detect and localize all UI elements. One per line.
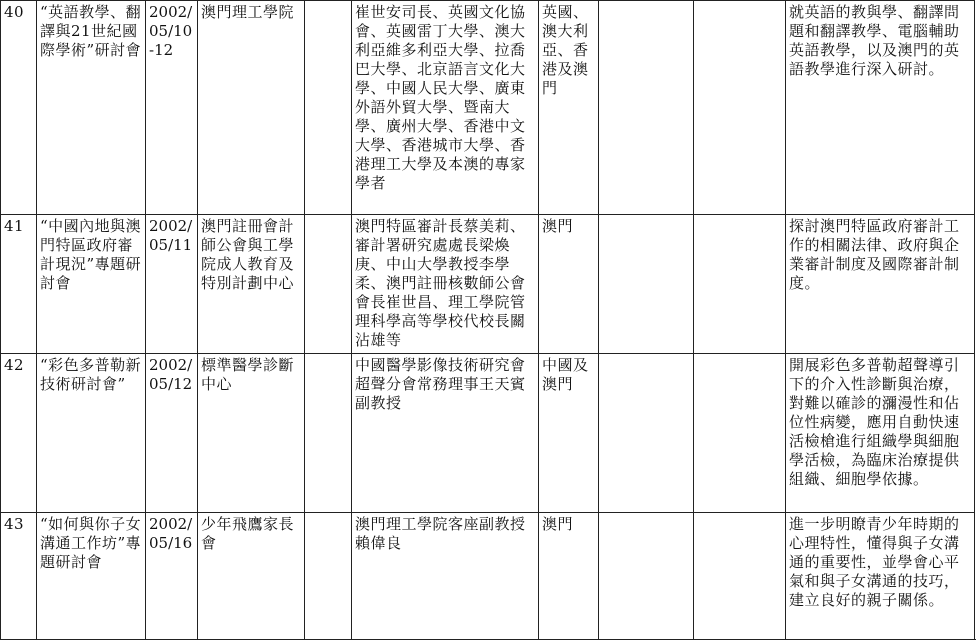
event-date: 2002/05/12 [145, 353, 197, 512]
row-number: 43 [0, 512, 36, 639]
event-title: “英語教學、翻譯與21世紀國際學術”研討會 [36, 0, 145, 214]
event-title: “彩色多普勒新技術研討會” [36, 353, 145, 512]
participants: 澳門特區審計長蔡美莉、審計署研究處處長梁煥庚、中山大學教授李學柔、澳門註冊核數師公會會長崔世昌、理工學院管理科學高等學校代校長關沾雄等 [351, 214, 538, 353]
participants: 崔世安司長、英國文化協會、英國雷丁大學、澳大利亞維多利亞大學、拉喬巴大學、北京語言文化大學、中國人民大學、廣東外語外貿大學、暨南大學、廣州大學、香港中文大學、香港城市大學、香港理工大學及本澳的專家學者 [351, 0, 538, 214]
table-row [0, 214, 976, 353]
content: 探討澳門特區政府審計工作的相關法律、政府與企業審計制度及國際審計制度。 [785, 214, 975, 353]
empty-cell [304, 0, 351, 214]
region: 英國、澳大利亞、香港及澳門 [538, 0, 598, 214]
organizer: 標準醫學診斷中心 [197, 353, 304, 512]
region: 澳門 [538, 512, 598, 639]
row-number: 41 [0, 214, 36, 353]
event-date: 2002/05/10-12 [145, 0, 197, 214]
row-number: 40 [0, 0, 36, 214]
event-date: 2002/05/11 [145, 214, 197, 353]
table-bottom-border [0, 639, 976, 640]
organizer: 澳門理工學院 [197, 0, 304, 214]
empty-cell [598, 214, 693, 353]
empty-cell [693, 512, 785, 639]
participants: 中國醫學影像技術研究會超聲分會常務理事王天賓副教授 [351, 353, 538, 512]
empty-cell [304, 214, 351, 353]
content: 開展彩色多普勒超聲導引下的介入性診斷與治療，對難以確診的瀰漫性和佔位性病變，應用自動快速活檢槍進行組織學與細胞學活檢，為臨床治療提供組織、細胞學依據。 [785, 353, 975, 512]
table-row [0, 0, 976, 214]
empty-cell [693, 0, 785, 214]
empty-cell [598, 0, 693, 214]
event-date: 2002/05/16 [145, 512, 197, 639]
empty-cell [304, 512, 351, 639]
organizer: 少年飛鷹家長會 [197, 512, 304, 639]
participants: 澳門理工學院客座副教授賴偉良 [351, 512, 538, 639]
region: 中國及澳門 [538, 353, 598, 512]
region: 澳門 [538, 214, 598, 353]
empty-cell [693, 214, 785, 353]
event-title: “中國內地與澳門特區政府審計現況”專題研討會 [36, 214, 145, 353]
empty-cell [598, 512, 693, 639]
event-title: “如何與你子女溝通工作坊”專題研討會 [36, 512, 145, 639]
empty-cell [304, 353, 351, 512]
table-row [0, 512, 976, 639]
table-row [0, 353, 976, 512]
empty-cell [693, 353, 785, 512]
content: 就英語的教與學、翻譯問題和翻譯教學、電腦輔助英語教學，以及澳門的英語教學進行深入研討。 [785, 0, 975, 214]
content: 進一步明瞭青少年時期的心理特性，懂得與子女溝通的重要性，並學會心平氣和與子女溝通的技巧，建立良好的親子關係。 [785, 512, 975, 639]
row-number: 42 [0, 353, 36, 512]
organizer: 澳門註冊會計師公會與工學院成人教育及特別計劃中心 [197, 214, 304, 353]
empty-cell [598, 353, 693, 512]
